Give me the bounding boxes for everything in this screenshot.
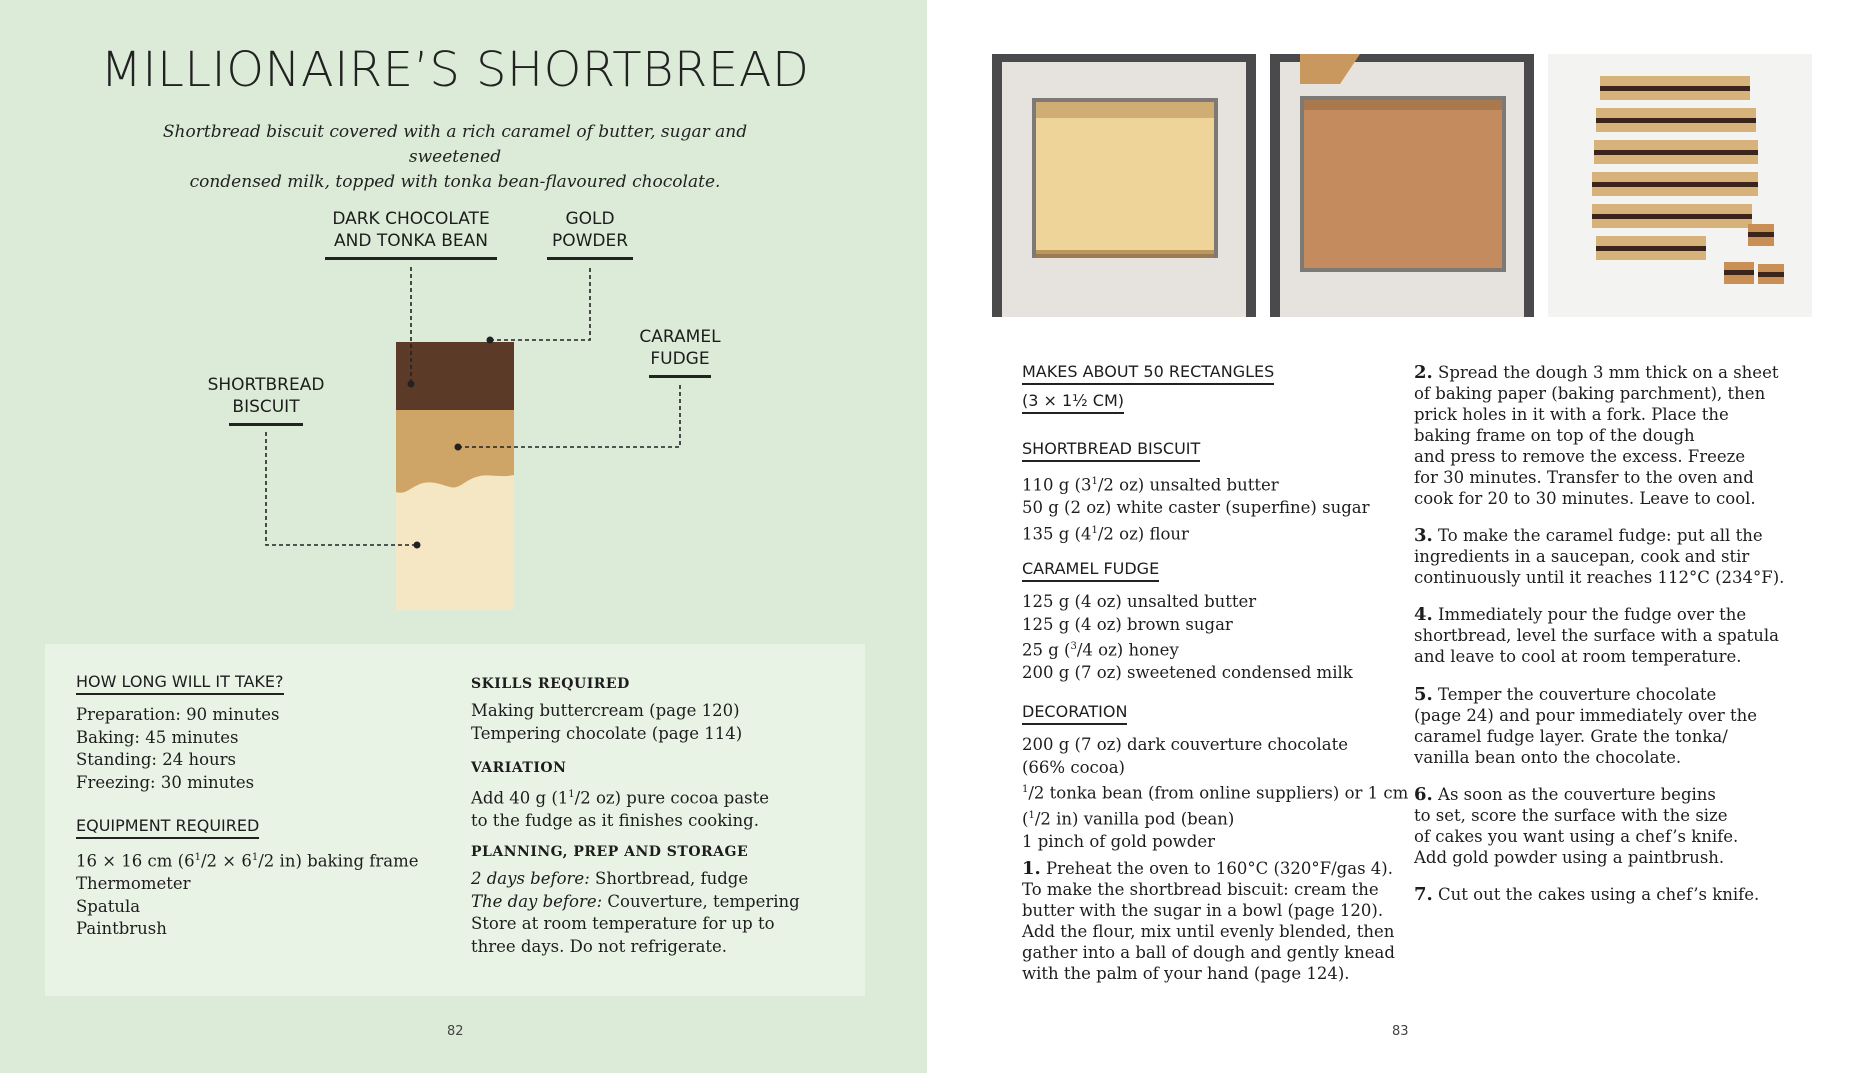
step-5: 5. Temper the couverture chocolate (page 24) and pour immediately over the caramel fudge layer. Grate the tonka/ vanilla bean onto the chocolate. [1414, 684, 1758, 767]
page-title: MILLIONAIRE’S SHORTBREAD [100, 42, 810, 98]
right-page [927, 0, 1854, 1073]
list-item: Preparation: 90 minutes [76, 705, 280, 724]
list-item: Spatula [76, 896, 141, 916]
variation-heading: VARIATION [471, 760, 567, 776]
dot-gold [487, 337, 494, 344]
list-item: Tempering chocolate (page 114) [471, 723, 743, 743]
list-item: 16 × 16 cm ($6^1/2 \times 6^1/2$ in) baking frame [76, 851, 419, 871]
step-2: 2. Spread the dough 3 mm thick on a sheet of baking paper (baking parchment), then prick holes in it with a fork. Place the baking frame on top of the dough and press to remove the excess. Freeze for 30 minutes. Transfer to the oven and cook for 20 to 30 minutes. Leave to cool. [1414, 362, 1779, 508]
list-item: Making buttercream (page 120) [471, 701, 740, 720]
skills-list [471, 700, 742, 745]
leader-shortbread [266, 432, 417, 545]
list-item: ($^1$/2 in) vanilla pod (bean) [1022, 809, 1235, 829]
makes-heading: MAKES ABOUT 50 RECTANGLES (3 × 1½ CM) [1022, 357, 1274, 415]
how-long-list [76, 704, 279, 794]
caramel-ingredients [1022, 591, 1353, 685]
caramel-heading: CARAMEL FUDGE [1022, 559, 1159, 578]
step-6: 6. As soon as the couverture begins to set, score the surface with the size of cakes you want using a chef’s knife. Add gold powder using a paintbrush. [1414, 784, 1739, 867]
caramel-fudge-layer-photo [1270, 54, 1534, 317]
list-item: Thermometer [76, 874, 191, 893]
equipment-heading: EQUIPMENT REQUIRED [76, 816, 259, 835]
step-7: 7. Cut out the cakes using a chef’s knife. [1414, 884, 1760, 905]
page-number-left: 82 [447, 1024, 464, 1039]
step-1: 1. Preheat the oven to 160°C (320°F/gas 4). To make the shortbread biscuit: cream the butter with the sugar in a bowl (page 120). Add the flour, mix until evenly blended, then gather into a ball of dough and gently knead with the palm of your hand (page 124). [1022, 858, 1395, 983]
planning-heading: PLANNING, PREP AND STORAGE [471, 844, 749, 860]
page-number-right: 83 [1392, 1024, 1409, 1039]
list-item: 125 g (4 oz) unsalted butter [1022, 592, 1257, 611]
shortbread-ingredients [1022, 471, 1369, 546]
list-item: 125 g (4 oz) brown sugar [1022, 614, 1233, 634]
label-gold: GOLD POWDER [547, 208, 633, 260]
planning-text: 2 days before: Shortbread, fudge The day before: Couverture, tempering Store at room temperature for up to three days. Do not refrigerate. [471, 869, 800, 956]
list-item: 25 g ($^3$/4 oz) honey [1022, 640, 1179, 660]
list-item: Paintbrush [76, 919, 167, 938]
label-caramel: CARAMEL FUDGE [635, 326, 725, 378]
list-item: 110 g ($3^1/2$ oz) unsalted butter [1022, 475, 1279, 495]
chocolate-layer [396, 342, 514, 410]
dot-shortbread [414, 542, 421, 549]
list-item: Freezing: 30 minutes [76, 772, 255, 792]
variation-text: Add 40 g ($1^1/2$ oz) pure cocoa paste to the fudge as it finishes cooking. [471, 788, 770, 830]
list-item: Standing: 24 hours [76, 750, 237, 769]
dot-caramel [455, 444, 462, 451]
list-item: 135 g ($4^1/2$ oz) flour [1022, 524, 1189, 543]
shortbread-heading: SHORTBREAD BISCUIT [1022, 439, 1200, 458]
list-item: 50 g (2 oz) white caster (superfine) sugar [1022, 498, 1370, 517]
cut-rectangles-photo [1548, 54, 1812, 317]
list-item: 200 g (7 oz) sweetened condensed milk [1022, 663, 1353, 682]
list-item: 1 pinch of gold powder [1022, 832, 1216, 851]
list-item: (66% cocoa) [1022, 757, 1125, 777]
step-4: 4. Immediately pour the fudge over the shortbread, level the surface with a spatula and leave to cool at room temperature. [1414, 604, 1779, 666]
decoration-heading: DECORATION [1022, 702, 1127, 721]
layer-diagram [0, 0, 927, 640]
intro-line: condensed milk, topped with tonka bean-flavoured chocolate. [189, 172, 721, 192]
list-item: Baking: 45 minutes [76, 727, 239, 747]
skills-heading: SKILLS REQUIRED [471, 676, 630, 692]
leader-gold [490, 268, 590, 340]
intro-line: Shortbread biscuit covered with a rich caramel of butter, sugar and sweetened [162, 122, 748, 167]
list-item: 200 g (7 oz) dark couverture chocolate [1022, 735, 1348, 754]
how-long-heading: HOW LONG WILL IT TAKE? [76, 672, 284, 691]
label-shortbread: SHORTBREAD BISCUIT [200, 374, 332, 426]
shortbread-baked-in-frame-photo [992, 54, 1256, 317]
label-chocolate: DARK CHOCOLATE AND TONKA BEAN [325, 208, 497, 260]
dot-chocolate [408, 381, 415, 388]
list-item: $^1$/2 tonka bean (from online suppliers) or 1 cm [1022, 783, 1409, 803]
step-3: 3. To make the caramel fudge: put all the ingredients in a saucepan, cook and stir continuously until it reaches 112°C (234°F). [1414, 525, 1785, 587]
equipment-list [76, 847, 419, 941]
decoration-ingredients [1022, 734, 1408, 854]
